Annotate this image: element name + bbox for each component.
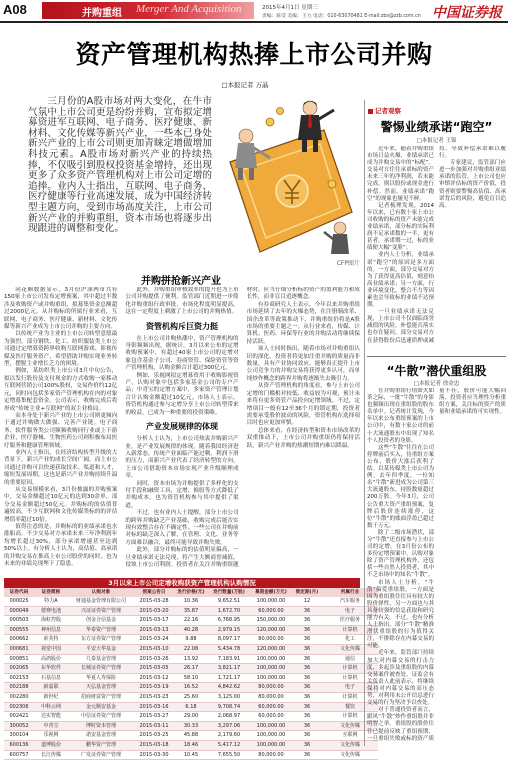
table-row <box>4 750 378 760</box>
paragraph: 分析人士认为，上市公司热衷并购新兴产业，是产业发展规律的体现。随着我国经济进入新常态，传统产业面临产能过剩、利润下滑的压力，而新兴产业代表了经济转型的方向，上市公司借助资本市场实现产业升级顺理成章。 <box>125 436 239 480</box>
paragraph: 从交易规模来看，3月份披露的并购预案中，交易金额超过10亿元的达到30余单，部分交易金额超过50亿元。并购标的的估值普遍较高，不少互联网和文化传媒类标的的评估增值率超过10倍。 <box>4 486 118 523</box>
table-row <box>4 654 378 664</box>
side-byline-2: □本报记者 徐金忠 <box>413 381 460 387</box>
table-cell: 100,000.00 <box>250 740 292 750</box>
table-row <box>4 644 378 654</box>
table-cell: 7,655.50 <box>208 750 250 760</box>
main-headline: 资产管理机构热捧上市公司并购 <box>75 41 433 69</box>
paragraph: 业内人士指出，在经济结构转型升级的大背景下，新兴产业的成长空间广阔，而上市公司通过并购可以快速获取技术、渠道和人才，缩短发展周期，这也是新兴产业并购持续升温的重要原因。 <box>4 449 118 486</box>
table-row <box>4 597 378 606</box>
businessman-gray-suit <box>235 143 257 168</box>
table-cell: 5,434.78 <box>208 644 250 654</box>
main-byline: □本报记者 万晶 <box>221 81 269 89</box>
table-cell: 中科云网 <box>34 702 68 712</box>
placement-table <box>4 588 378 760</box>
table-cell: 80,000.00 <box>250 635 292 645</box>
table-cell: 58.10 <box>174 673 208 683</box>
table-cell: 22.08 <box>174 644 208 654</box>
table-cell: 电子 <box>322 683 378 693</box>
table-cell: 3,125.00 <box>208 692 250 702</box>
table-cell: 兴证证券资产管理 <box>68 606 134 616</box>
table-cell: 东华软件 <box>34 664 68 674</box>
table-cell: 2015-03-19 <box>134 683 174 693</box>
table-cell: 120,000.00 <box>250 625 292 635</box>
paragraph: 近年来，随着并购重组市场日益火爆，业绩承诺已成为并购交易中的“标配”。交易对方往往承诺标的资产未来三年的净利润，若未能完成，则以股份或现金进行补偿。然而，业绩承诺“跑空”的现象也屡见不鲜。 <box>367 146 434 202</box>
table-cell: 29.00 <box>174 712 208 722</box>
table-cell: 长城证券资产管理 <box>68 664 134 674</box>
table-cell: 120,000.00 <box>250 644 292 654</box>
table-row <box>4 673 378 683</box>
table-cell: 2015-03-23 <box>134 692 174 702</box>
table-cell: 12 <box>292 597 322 606</box>
table-cell: 100,000.00 <box>250 673 292 683</box>
table-cell: 华夏人寿保险 <box>68 673 134 683</box>
table-cell: 2015-03-24 <box>134 635 174 645</box>
tag-square-icon <box>368 109 373 114</box>
table-row <box>4 712 378 722</box>
table-cell: 中青宝 <box>34 721 68 731</box>
column-header: 认购对象 <box>68 588 134 597</box>
table-cell: 002153 <box>4 673 34 683</box>
table-row <box>4 721 378 731</box>
table-cell: 36 <box>292 721 322 731</box>
table-cell: 36 <box>292 625 322 635</box>
column-header: 预案公告日 <box>134 588 174 597</box>
table-cell: 10.45 <box>174 750 208 760</box>
coin-icon <box>328 180 336 188</box>
table-cell: 60,000.00 <box>250 606 292 616</box>
table-cell: 100,000.00 <box>250 654 292 664</box>
table-cell: 36 <box>292 731 322 741</box>
paragraph: 这些“牛散”往往在公司停牌前后买入，待重组方案公布、股价大涨后获利了结。以某传媒类上市公司为例，去年四季度，一位知名“牛散”新进成为公司第三大流通股东，持股数量超过200万股。今年3月，公司公告重大资产重组预案，复牌后股价连续涨停，这位“牛散”的账面浮盈已超过数千万元。 <box>367 444 434 529</box>
table-cell: 创金合信基金 <box>68 616 134 626</box>
table-cell: 5,417.12 <box>208 740 250 750</box>
table-cell: 30.33 <box>174 721 208 731</box>
table-title: 3月以来上市公司定增收购获资产管理机构认购情况 <box>4 578 360 588</box>
table-cell: 视觉中国 <box>34 644 68 654</box>
table-cell: 002306 <box>4 702 34 712</box>
table-cell: 100,000.00 <box>250 597 292 606</box>
table-cell: 新嘉联 <box>34 683 68 693</box>
page-number: A08 <box>3 2 27 17</box>
table-cell: 000049 <box>4 606 34 616</box>
table-cell: 鹏华资产管理 <box>68 740 134 750</box>
table-cell: 13.92 <box>174 654 208 664</box>
table-head <box>4 588 378 597</box>
side-byline-1: □本报记者 王锦 <box>416 138 457 144</box>
table-cell: 26.17 <box>174 664 208 674</box>
businessman-leg <box>313 140 318 152</box>
table-cell: 2015-03-05 <box>134 664 174 674</box>
issue-date: 2015年4月1日 星期三 <box>262 5 318 11</box>
table-cell: 36 <box>292 692 322 702</box>
table-cell: 000503 <box>4 616 34 626</box>
article-body <box>4 287 360 575</box>
table-cell: 80,000.00 <box>250 692 292 702</box>
column-header: 证券代码 <box>4 588 34 597</box>
table-cell: 9,708.74 <box>208 702 250 712</box>
table-cell: 计算机 <box>322 673 378 683</box>
table-cell: 长江传媒 <box>34 750 68 760</box>
table-cell: 6.18 <box>174 702 208 712</box>
businessman-leg <box>302 140 307 152</box>
table-cell: 80,000.00 <box>250 683 292 693</box>
table-cell: 22.16 <box>174 616 208 626</box>
table-cell: 4,842.62 <box>208 683 250 693</box>
table-cell: 8,097.17 <box>208 635 250 645</box>
businessman-arm <box>319 110 334 119</box>
table-cell: 36 <box>292 644 322 654</box>
table-cell: 神州信息 <box>34 625 68 635</box>
table-cell: 36 <box>292 673 322 683</box>
table-cell: 文化传媒 <box>322 740 378 750</box>
lead-paragraph: 三月份的A股市场对两大变化，在牛市气氛中上市公司更是纷纷并购，宣布拟定增募资进军互联网、电子商务、医疗健康、新材料、文化传媒等新兴产业，一些本已身处新兴产业的上市公司则更加青睐定增做增加科技元素。A股市场对新兴产业的持续热捧，不仅吸引到股权投资基金增持，还出现更多了众多资产管理机构对上市公司定增的追捧。业内人士指出，互联网、电子商务、医疗健康等行业高速发展，成为中国经济转型主题方向，受到市场高度关注，上市公司新兴产业的并购重组，资本市场也将逐步出现跟进的调整和变化。 <box>28 96 212 235</box>
column-header: 发行价格(元) <box>174 588 208 597</box>
table-cell: 餐饮 <box>322 702 378 712</box>
table-cell: 2,979.15 <box>208 625 250 635</box>
table-cell: 3,821.17 <box>208 664 250 674</box>
paragraph: 此外，部分并购标的的估值明显偏高，一旦业绩承诺无法兑现，将产生大额商誉减值，侵蚀上市公司利润。投资者在关注并购重组题材时，应当仔细分析标的资产的盈利能力和成长性，而非盲目追逐概念。 <box>125 287 360 568</box>
paragraph: 记者梳理发现，2014年以来，已有数十家上市公司收购的标的资产未能完成业绩承诺，部分标的实际利润不足承诺数的一半。更有甚者，承诺期一过，标的业绩便大幅“变脸”。 <box>367 202 434 252</box>
table-cell: 36 <box>292 654 322 664</box>
table-cell: 100,000.00 <box>250 664 292 674</box>
column-tag <box>368 106 401 115</box>
paragraph: 一旦业绩承诺无法兑现，上市公司不仅面临商誉减值的风险，补偿能否落实也存在疑问。部分交易对方在获得股份后迅速质押或减持，导致补偿承诺难以履行。 <box>367 146 506 344</box>
table-cell: 中信证券资产管理 <box>68 712 134 722</box>
paragraph: 有券商研究人士表示，今年以来并购重组市场延续了去年的火爆态势，在注册制改革、国企改革等政策推动下，并购重组仍将是A股市场的重要主题之一。从行业来看，传媒、计算机、医药、环保等行业的并购活动将继续保持活跃。 <box>246 301 360 345</box>
side-headline-1: 警惕业绩承诺“跑空” <box>380 120 493 134</box>
table-cell: 金元顺安基金 <box>68 702 134 712</box>
table-cell: 特力A <box>34 597 68 606</box>
table-cell: 计算机 <box>322 692 378 702</box>
cartoon-svg <box>212 92 362 268</box>
table-cell: 2015-03-28 <box>134 597 174 606</box>
table-cell: 九泰基金管理 <box>68 654 134 664</box>
table-cell: 10.36 <box>174 597 208 606</box>
table-cell: 1,721.17 <box>208 673 250 683</box>
table-cell: 计算机 <box>322 664 378 674</box>
table-cell: 2015-03-26 <box>134 654 174 664</box>
table-cell: 002421 <box>4 712 34 722</box>
small-figure-body <box>331 234 349 254</box>
paragraph: 同时，资本市场为并购提供了多样化的支付手段和融资工具，定增、换股等方式降低了并购成本，也为资管机构参与其中提供了渠道。 <box>125 480 239 509</box>
table-cell: 300104 <box>4 731 34 741</box>
table-cell: 2015-03-17 <box>134 616 174 626</box>
table-cell: 2015-03-13 <box>134 625 174 635</box>
table-cell: 80,000.00 <box>250 750 292 760</box>
table-cell: 乐视网 <box>34 731 68 741</box>
table-row <box>4 635 378 645</box>
table-cell: 36 <box>292 750 322 760</box>
placement-table-block <box>4 578 360 760</box>
column-header: 证券简称 <box>34 588 68 597</box>
table-cell: 海虹控股 <box>34 616 68 626</box>
table-cell: 000025 <box>4 597 34 606</box>
businessman-head <box>239 129 253 143</box>
table-cell: 600757 <box>4 750 34 760</box>
table-cell: 9,652.51 <box>208 597 250 606</box>
header-divider <box>0 21 508 23</box>
table-cell: 石基信息 <box>34 673 68 683</box>
coin-icon <box>277 108 284 115</box>
section-2-heading: 资管机构斥巨资力挺 <box>145 321 218 331</box>
paragraph: 对于普通投资者而言，跟风“牛散”炒作重组股并非明智之举。重组股的股价往往已提前反映了重组预期，一旦重组失败或标的资产质量不佳，股价可能大幅回落。投资者应当理性分析重组方案，关注标的资产的质量和业绩承诺的可实现性。 <box>367 388 506 742</box>
table-cell: 2,068.97 <box>208 712 250 722</box>
small-figure-head <box>334 222 346 234</box>
paragraph: 例如，乐视网拟定增募资用于收购影视资产，认购对象中包括多家基金公司的专户产品；中青宝的定增方案中，多家资产管理计划合计认购金额超过10亿元。市场人士表示，资管机构通过参与定增分享上市公司转型带来的收益，已成为一种重要的投资策略。 <box>125 372 239 416</box>
table-cell: 东方证券资产管理 <box>68 635 134 645</box>
table-cell: 36 <box>292 664 322 674</box>
paragraph: 该人士同时指出，随着市场对并购重组认识的深化，投资者将更加注重并购的质量而非数量，具有产业协同效应、能够真正提升上市公司竞争力的并购交易将获得更多认可，而单纯炒作概念的跨界并购将逐渐失去吸引力。 <box>246 346 360 382</box>
table-cell: 2,179.60 <box>208 731 250 741</box>
table-row <box>4 731 378 741</box>
side-headline-2: “牛散”潜伏重组股 <box>386 364 487 378</box>
table-cell: 000681 <box>4 644 34 654</box>
table-cell: 40.28 <box>174 625 208 635</box>
table-cell: 000851 <box>4 654 34 664</box>
section-3-heading: 产业发展规律的体现 <box>145 422 218 432</box>
table-cell: 计算机 <box>322 712 378 722</box>
table-cell: 文化传媒 <box>322 721 378 731</box>
table-cell: 达实智能 <box>34 712 68 722</box>
table-row <box>4 702 378 712</box>
table-cell: 2015-03-10 <box>134 644 174 654</box>
table-cell: 002188 <box>4 683 34 693</box>
side-divider <box>367 356 506 357</box>
small-figure-arm <box>324 232 333 239</box>
table-cell: 电子 <box>322 606 378 616</box>
paragraph: 在上市公司并购热潮中，资产管理机构的身影频频出现。据统计，3月以来公布的定增收购预案中，有超过40家上市公司的定增对象包含基金子公司、券商资管、保险资管等资产管理机构，认购金额合计超过300亿元。 <box>125 335 239 372</box>
table-cell: 16.52 <box>174 683 208 693</box>
table-row <box>4 692 378 702</box>
table-cell: 诺安基金管理 <box>68 731 134 741</box>
table-cell: 通信 <box>322 654 378 664</box>
paragraph: 在并购重组行情如火如荼之际，一批“牛散”的身影也频频出现在重组股的股东名单中。记者统计发现，今年以来公布重组预案的上市公司中，有数十家公司的前十大流通股东中出现了知名个人投资者的身影。 <box>367 388 434 444</box>
table-cell: 招商财富资产管理 <box>68 692 134 702</box>
table-cell: 600136 <box>4 740 34 750</box>
paragraph: 值得注意的是，并购标的的业绩承诺也水涨船高。不少交易对方承诺未来三年净利润年均增长超过30%，部分承诺增速甚至达到50%以上。有分析人士认为，高估值、高承诺的并购交易在推高上市公司股价的同时，也为未来的业绩兑现埋下了隐患。 <box>4 524 118 568</box>
table-cell: 36 <box>292 740 322 750</box>
table-cell: 医疗服务 <box>322 616 378 626</box>
paragraph: 专家建议，监管部门应进一步加强对并购重组业绩承诺的监管，上市公司也应审慎评估标的资产价值，投资者则要警惕高估值、高承诺背后的风险，避免盲目追高。 <box>439 160 506 209</box>
editor-info: 责编：陈莹 美编：王力 电话：010-63070481 E-mail:zbs@zzb.com.cn <box>262 14 421 19</box>
table-cell: 2015-03-11 <box>134 721 174 731</box>
column-header: 锁定期(月) <box>292 588 322 597</box>
table-cell: 25.60 <box>174 692 208 702</box>
table-cell: 60,000.00 <box>250 712 292 722</box>
table-cell: 2015-03-12 <box>134 673 174 683</box>
table-cell: 1,672.70 <box>208 606 250 616</box>
table-cell: 化工 <box>322 635 378 645</box>
table-row <box>4 616 378 626</box>
table-cell: 36 <box>292 616 322 626</box>
paragraph: 此外，并购重组审核效率的提升也为上市公司并购提供了便利。监管部门近期进一步简化并购重组行政审批，市场化程度明显提高，这在一定程度上刺激了上市公司的并购热情。 <box>125 287 239 316</box>
table-cell: 广发证券资产管理 <box>68 750 134 760</box>
table-cell: 7,183.91 <box>208 654 250 664</box>
table-cell: 德赛电池 <box>34 606 68 616</box>
column-tag-label: 记者观察 <box>375 107 401 115</box>
table-cell: 博时资本管理 <box>68 721 134 731</box>
table-cell: 36 <box>292 606 322 616</box>
column-header: 发行数量(万股) <box>208 588 250 597</box>
table-cell: 文化传媒 <box>322 644 378 654</box>
paragraph: 而本身处于新兴产业的上市公司则更倾向于通过并购做大做强、完善产业链。电子商务、软件服务类公司频频收购同行业或上下游企业，医疗器械、生物医药公司则积极布局医疗服务和健康管理领域。 <box>4 412 118 449</box>
table-cell: 2015-03-16 <box>134 702 174 712</box>
paragraph: 业内人士分析，业绩承诺“跑空”的原因是多方面的。一方面，部分交易对方为了获得更高估值，刻意抬高业绩承诺；另一方面，行业环境变化、整合不力等因素也会导致标的业绩不达预期。 <box>367 252 434 309</box>
column-header: 募资金额(万元) <box>250 588 292 597</box>
table-cell: 平安大华基金 <box>68 644 134 654</box>
table-cell: 2015-03-18 <box>134 740 174 750</box>
side-article-2-body <box>367 388 506 745</box>
table-cell: 000662 <box>4 635 34 645</box>
table-cell: 100,000.00 <box>250 721 292 731</box>
paragraph: 例如，某纺织类上市公司3月中旬公告，拟以发行股份及支付现金的方式收购一家移动互联网营销公司100%股权，交易作价约12亿元，同时向包括多家资产管理机构在内的对象定增募集配套资金。公司表示，收购完成后将形成“传统主业+互联网”的双主业格局。 <box>4 368 118 412</box>
paragraph: 同花顺数据显示，3月份沪深两市共有150家上市公司发布定增预案，其中超过半数涉及收购资产或并购重组，拟募集资金总额超过2000亿元。从并购标的所属行业来看，互联网、电子商务、医疗健康、新材料、文化传媒等新兴产业成为上市公司并购的主要方向。 <box>4 287 118 331</box>
table-row <box>4 740 378 750</box>
table-cell: 36 <box>292 702 322 712</box>
table-row <box>4 606 378 616</box>
businessman-leg <box>249 168 254 180</box>
section-title-en: Merger And Acquisition <box>136 3 242 15</box>
table-cell: 002065 <box>4 664 34 674</box>
table-cell: 18.46 <box>174 740 208 750</box>
table-cell: 36 <box>292 712 322 722</box>
table-body <box>4 597 378 760</box>
paragraph: 不过，也有业内人士提醒，部分上市公司的跨界并购缺乏产业基础，收购完成后能否实现有效整合存在不确定性。一些公司在并购前对标的缺乏深入了解，在管理、文化、业务等方面难以融合，最终可能导致并购失败。 <box>125 510 239 546</box>
table-cell: 100,000.00 <box>250 731 292 741</box>
table-row <box>4 664 378 674</box>
table-cell: 35.87 <box>174 606 208 616</box>
table-cell: 000555 <box>4 625 34 635</box>
newspaper-logo: 中国证券报 <box>432 6 502 21</box>
table-cell: 文化传媒 <box>322 750 378 760</box>
section-2-body <box>125 336 238 417</box>
paragraph: 除了二级市场潜伏，部分“牛散”还直接参与上市公司的定增。在3月份公布的多份定增预案中，认购对象除了资产管理机构外，还包括一些自然人投资者，其中不乏市场中的知名“牛散”。 <box>367 529 434 579</box>
section-title-cn: 并购重组 <box>82 8 122 19</box>
column-header: 所属行业 <box>322 588 378 597</box>
table-cell: 300052 <box>4 721 34 731</box>
businessman-leg <box>238 168 243 180</box>
table-cell: 道博股份 <box>34 740 68 750</box>
table-cell: 45.88 <box>174 731 208 741</box>
illustration-credit: CFP图片 <box>336 260 360 267</box>
table-row <box>4 625 378 635</box>
table-cell: 002280 <box>4 692 34 702</box>
paragraph: 从资产管理机构的角度看，参与上市公司定增的门槛相对较低、收益较为可观，预计未来将有更多资管产品投向定增领域。不过，定增项目一般有12至36个月的锁定期，投资者需要承受股价波动的风险，资管机构在选择项目时也应更加审慎。 <box>246 383 360 427</box>
side-article-1-body <box>367 146 506 352</box>
table-cell: 6,768.95 <box>208 616 250 626</box>
table-cell: 华泰资产管理 <box>68 625 134 635</box>
table-cell: 新世纪 <box>34 692 68 702</box>
table-cell: 9.88 <box>174 635 208 645</box>
table-row <box>4 683 378 693</box>
table-cell: 索芙特 <box>34 635 68 645</box>
column-divider <box>364 100 365 746</box>
table-header-row <box>4 588 378 597</box>
table-cell: 计算机 <box>322 625 378 635</box>
table-cell: 60,000.00 <box>250 702 292 712</box>
table-cell: 高鸿股份 <box>34 654 68 664</box>
table-cell: 2015-03-30 <box>134 750 174 760</box>
table-cell: 3,297.06 <box>208 721 250 731</box>
table-cell: 2015-03-27 <box>134 712 174 722</box>
table-cell: 36 <box>292 635 322 645</box>
section-1-heading: 并购拼抢新兴产业 <box>141 276 221 287</box>
table-cell: 2015-03-25 <box>134 731 174 741</box>
section-banner <box>42 2 254 19</box>
coin-icon <box>266 118 274 126</box>
table-cell: 财通基金管理有限公司 <box>68 597 134 606</box>
cartoon-illustration <box>212 92 362 268</box>
table-cell: 2015-03-20 <box>134 606 174 616</box>
table-cell: 36 <box>292 683 322 693</box>
paragraph: 总体来看，在经济转型和资本市场改革的双重推动下，上市公司并购重组仍将保持活跃，新兴产业并购的热潮短期内难以降温。 <box>246 427 360 449</box>
table-cell: 天弘基金管理 <box>68 683 134 693</box>
paragraph: 以传统产业为主业的上市公司转型意愿最为强烈。部分钢铁、化工、纺织服装类上市公司通过定增募资跨界收购互联网游戏、影视传媒及医疗服务资产，希望借助并购实现业务转型，摆脱主业增长乏力的困境。 <box>4 331 118 368</box>
paragraph: 市场人士分析，“牛散”偏爱重组股，一方面是因为重组股往往具有较大的股价弹性，另一方面也与其具备较强的信息获取和研究能力有关。不过，也有分析人士指出，部分“牛散”精准潜伏重组股的行为值得关注，不排除存在内幕交易的可能。 <box>367 579 434 650</box>
table-cell: 150,000.00 <box>250 616 292 626</box>
table-cell: 互联网 <box>322 731 378 741</box>
table-cell: 汽车服务 <box>322 597 378 606</box>
paragraph: 近年来，监管部门持续加大对内幕交易的打击力度，多起涉及重组股的内幕交易案件被查处。证监会有关负责人此前表示，将继续保持对内幕交易的高压态势，对利用未公开信息进行交易的行为坚决予以查处。 <box>367 650 434 707</box>
